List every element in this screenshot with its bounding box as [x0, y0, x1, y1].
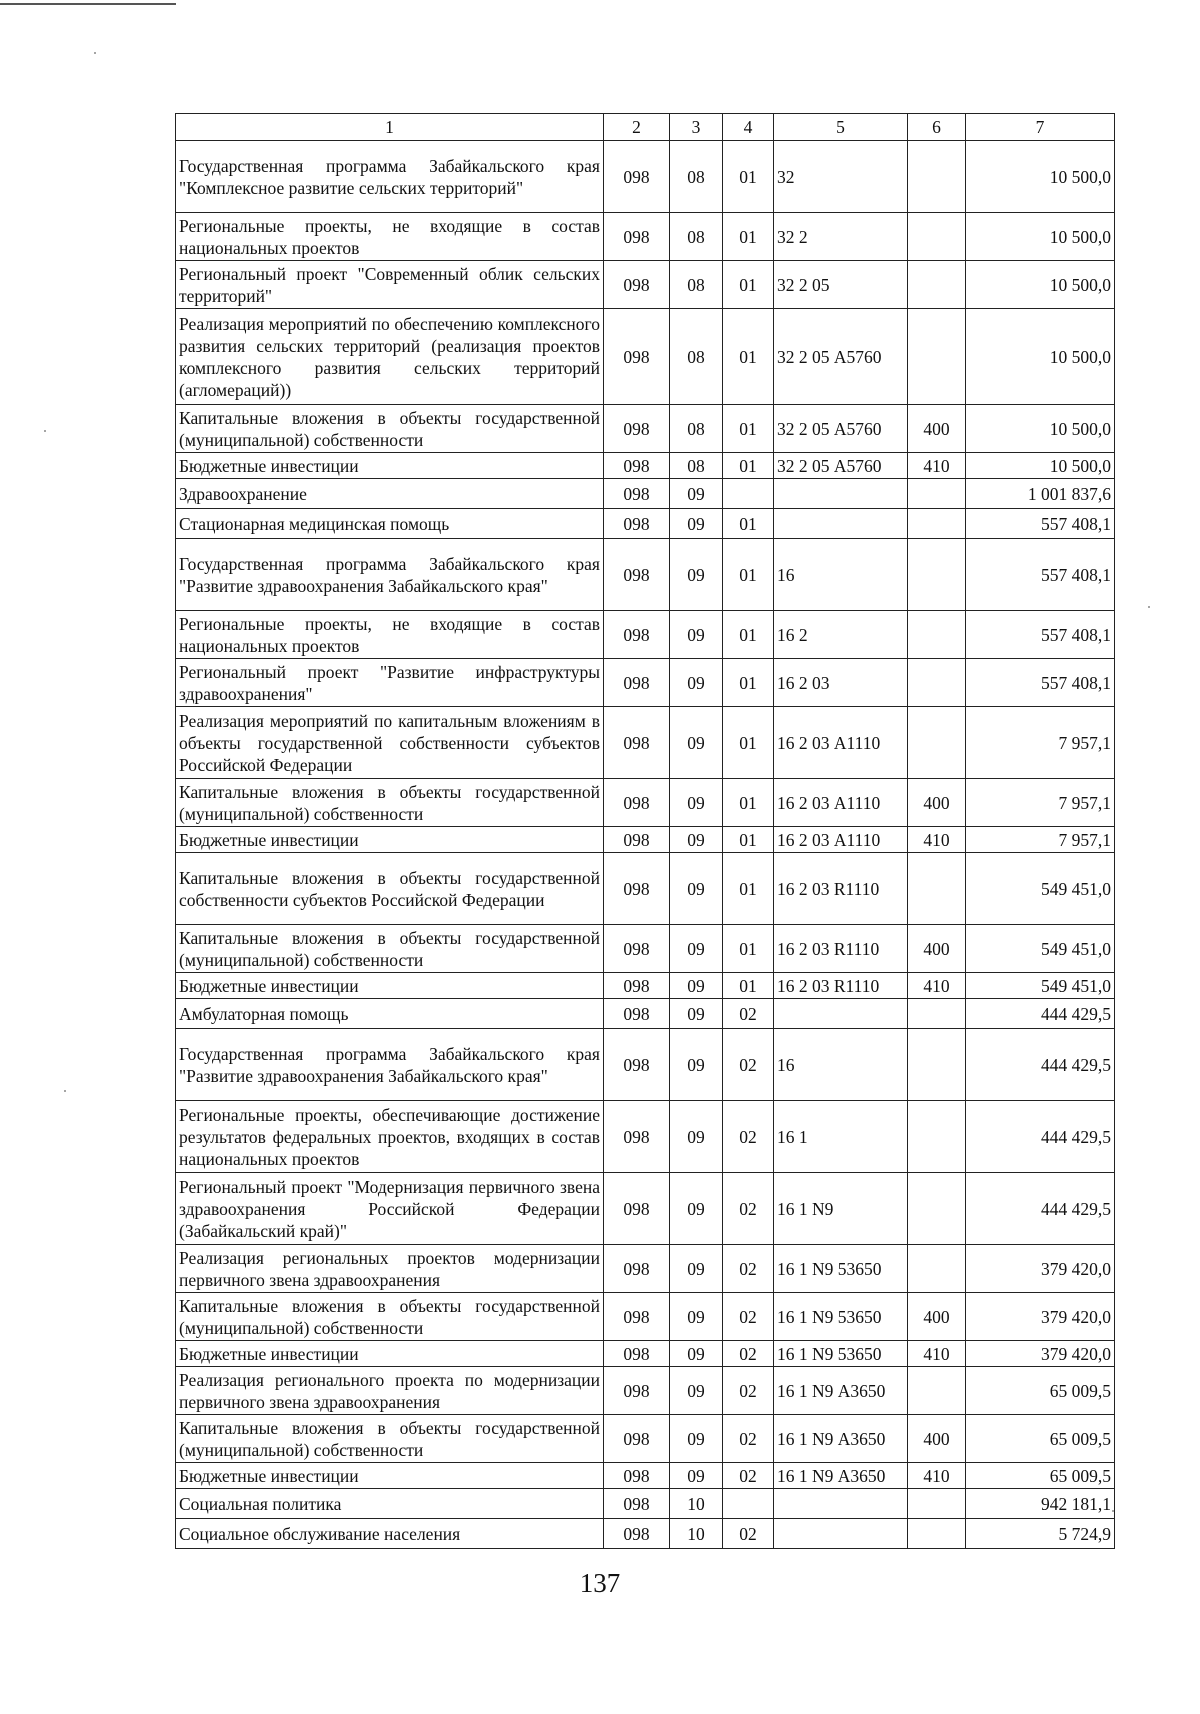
cell-code-5: 16 1 N9 А3650	[774, 1415, 908, 1463]
item-name: Социальное обслуживание населения	[176, 1519, 604, 1549]
item-name: Амбулаторная помощь	[176, 999, 604, 1029]
cell-code-5	[774, 479, 908, 509]
cell-code-5: 16 1 N9 53650	[774, 1341, 908, 1367]
cell-code-6	[908, 213, 966, 261]
cell-code-4: 02	[723, 1519, 774, 1549]
cell-code-4: 01	[723, 827, 774, 853]
cell-code-5: 16 2 03 А1110	[774, 827, 908, 853]
item-name: Региональные проекты, не входящие в состав национальных проектов	[176, 213, 604, 261]
cell-amount: 65 009,5	[966, 1463, 1115, 1489]
cell-code-3: 08	[670, 213, 723, 261]
item-name: Капитальные вложения в объекты государственной (муниципальной) собственности	[176, 779, 604, 827]
cell-code-6: 400	[908, 1415, 966, 1463]
cell-code-5: 16 2	[774, 611, 908, 659]
cell-code-2: 098	[604, 1245, 670, 1293]
cell-code-6: 400	[908, 779, 966, 827]
cell-code-4: 01	[723, 973, 774, 999]
cell-code-5: 32 2 05 А5760	[774, 309, 908, 405]
cell-code-6	[908, 261, 966, 309]
scan-speck	[44, 430, 46, 432]
cell-code-4: 02	[723, 1173, 774, 1245]
cell-code-4: 01	[723, 453, 774, 479]
cell-code-6	[908, 1245, 966, 1293]
cell-code-5: 16 1 N9 А3650	[774, 1367, 908, 1415]
cell-code-4: 02	[723, 1341, 774, 1367]
table-row	[176, 853, 1115, 925]
cell-code-6: 400	[908, 405, 966, 453]
cell-code-3: 09	[670, 509, 723, 539]
cell-amount: 444 429,5	[966, 1029, 1115, 1101]
cell-code-6: 400	[908, 925, 966, 973]
cell-code-4: 02	[723, 1101, 774, 1173]
table-row	[176, 1029, 1115, 1101]
cell-amount: 379 420,0	[966, 1293, 1115, 1341]
cell-code-5	[774, 509, 908, 539]
cell-code-3: 09	[670, 659, 723, 707]
cell-code-2: 098	[604, 827, 670, 853]
cell-code-6: 410	[908, 973, 966, 999]
scan-speck	[64, 1090, 66, 1092]
column-header: 5	[774, 114, 908, 141]
cell-code-2: 098	[604, 1101, 670, 1173]
cell-code-4: 01	[723, 659, 774, 707]
cell-code-4: 01	[723, 707, 774, 779]
cell-code-3: 09	[670, 611, 723, 659]
cell-code-6	[908, 1173, 966, 1245]
cell-amount: 7 957,1	[966, 779, 1115, 827]
cell-code-5	[774, 1519, 908, 1549]
item-name: Государственная программа Забайкальского края "Комплексное развитие сельских территорий"	[176, 141, 604, 213]
cell-code-2: 098	[604, 707, 670, 779]
cell-code-6	[908, 309, 966, 405]
table-row	[176, 707, 1115, 779]
cell-amount: 65 009,5	[966, 1415, 1115, 1463]
cell-code-5: 16 2 03 А1110	[774, 707, 908, 779]
cell-code-2: 098	[604, 659, 670, 707]
cell-code-6	[908, 999, 966, 1029]
scan-speck	[1148, 606, 1150, 608]
cell-code-3: 09	[670, 1367, 723, 1415]
item-name: Бюджетные инвестиции	[176, 1463, 604, 1489]
cell-code-2: 098	[604, 261, 670, 309]
cell-code-2: 098	[604, 539, 670, 611]
item-name: Капитальные вложения в объекты государственной (муниципальной) собственности	[176, 1415, 604, 1463]
table-row	[176, 309, 1115, 405]
cell-code-2: 098	[604, 405, 670, 453]
table-row	[176, 1415, 1115, 1463]
cell-code-6	[908, 1519, 966, 1549]
cell-code-3: 08	[670, 261, 723, 309]
table-body	[176, 141, 1115, 1549]
cell-code-4: 02	[723, 1029, 774, 1101]
cell-amount: 1 001 837,6	[966, 479, 1115, 509]
cell-code-5: 16 2 03 R1110	[774, 973, 908, 999]
item-name: Капитальные вложения в объекты государственной (муниципальной) собственности	[176, 405, 604, 453]
cell-code-2: 098	[604, 453, 670, 479]
column-header: 7	[966, 114, 1115, 141]
item-name: Социальная политика	[176, 1489, 604, 1519]
item-name: Государственная программа Забайкальского края "Развитие здравоохранения Забайкальского края"	[176, 539, 604, 611]
budget-table	[175, 113, 1115, 1549]
column-header: 3	[670, 114, 723, 141]
item-name: Капитальные вложения в объекты государственной (муниципальной) собственности	[176, 1293, 604, 1341]
cell-code-2: 098	[604, 779, 670, 827]
cell-code-3: 09	[670, 925, 723, 973]
cell-code-2: 098	[604, 1029, 670, 1101]
cell-code-4: 01	[723, 405, 774, 453]
cell-code-2: 098	[604, 1489, 670, 1519]
cell-code-4: 01	[723, 213, 774, 261]
item-name: Реализация регионального проекта по модернизации первичного звена здравоохранения	[176, 1367, 604, 1415]
cell-code-6	[908, 1367, 966, 1415]
cell-code-5: 16 1 N9 53650	[774, 1245, 908, 1293]
item-name: Бюджетные инвестиции	[176, 453, 604, 479]
cell-code-5: 16 2 03 R1110	[774, 853, 908, 925]
cell-code-2: 098	[604, 1341, 670, 1367]
cell-code-4	[723, 1489, 774, 1519]
cell-code-6	[908, 1489, 966, 1519]
cell-code-5: 16 1	[774, 1101, 908, 1173]
table-row	[176, 1245, 1115, 1293]
cell-code-3: 09	[670, 1245, 723, 1293]
table-row	[176, 213, 1115, 261]
cell-code-5: 16 1 N9 А3650	[774, 1463, 908, 1489]
cell-code-3: 10	[670, 1519, 723, 1549]
cell-code-2: 098	[604, 509, 670, 539]
cell-code-6	[908, 539, 966, 611]
cell-code-2: 098	[604, 1173, 670, 1245]
cell-amount: 549 451,0	[966, 853, 1115, 925]
cell-code-6	[908, 853, 966, 925]
cell-amount: 379 420,0	[966, 1245, 1115, 1293]
cell-code-2: 098	[604, 141, 670, 213]
cell-code-4: 01	[723, 261, 774, 309]
cell-code-4: 01	[723, 925, 774, 973]
cell-code-3: 09	[670, 1463, 723, 1489]
cell-code-4: 01	[723, 539, 774, 611]
cell-code-6	[908, 707, 966, 779]
cell-amount: 10 500,0	[966, 141, 1115, 213]
item-name: Реализация мероприятий по капитальным вложениям в объекты государственной собственности субъектов Российской Федерации	[176, 707, 604, 779]
cell-amount: 942 181,1	[966, 1489, 1115, 1519]
cell-code-2: 098	[604, 1519, 670, 1549]
cell-code-3: 09	[670, 1293, 723, 1341]
cell-amount: 444 429,5	[966, 999, 1115, 1029]
table-row	[176, 479, 1115, 509]
cell-code-3: 09	[670, 999, 723, 1029]
cell-code-6: 410	[908, 1341, 966, 1367]
cell-code-5: 32 2 05 А5760	[774, 453, 908, 479]
cell-code-5: 32 2 05 А5760	[774, 405, 908, 453]
cell-amount: 5 724,9	[966, 1519, 1115, 1549]
cell-code-5: 16	[774, 1029, 908, 1101]
cell-code-4: 01	[723, 309, 774, 405]
cell-code-2: 098	[604, 213, 670, 261]
cell-amount: 10 500,0	[966, 453, 1115, 479]
cell-code-4: 02	[723, 1367, 774, 1415]
cell-code-4: 02	[723, 1463, 774, 1489]
cell-code-2: 098	[604, 853, 670, 925]
cell-code-2: 098	[604, 925, 670, 973]
item-name: Здравоохранение	[176, 479, 604, 509]
cell-amount: 444 429,5	[966, 1173, 1115, 1245]
item-name: Реализация мероприятий по обеспечению комплексного развития сельских территорий (реализация проектов комплексного развития сельских территорий (агломераций))	[176, 309, 604, 405]
cell-amount: 379 420,0	[966, 1341, 1115, 1367]
cell-code-3: 10	[670, 1489, 723, 1519]
cell-code-3: 09	[670, 539, 723, 611]
cell-code-4: 02	[723, 1415, 774, 1463]
cell-code-2: 098	[604, 1463, 670, 1489]
table-row	[176, 509, 1115, 539]
cell-code-3: 09	[670, 973, 723, 999]
table-row	[176, 1463, 1115, 1489]
table-row	[176, 1341, 1115, 1367]
item-name: Бюджетные инвестиции	[176, 1341, 604, 1367]
cell-code-3: 09	[670, 1341, 723, 1367]
item-name: Стационарная медицинская помощь	[176, 509, 604, 539]
cell-code-6	[908, 509, 966, 539]
table-row	[176, 261, 1115, 309]
cell-code-5: 16 2 03 А1110	[774, 779, 908, 827]
cell-code-3: 09	[670, 779, 723, 827]
item-name: Бюджетные инвестиции	[176, 973, 604, 999]
cell-code-3: 08	[670, 309, 723, 405]
cell-code-6	[908, 611, 966, 659]
cell-code-3: 08	[670, 405, 723, 453]
table-row	[176, 405, 1115, 453]
cell-code-4: 02	[723, 999, 774, 1029]
cell-code-6: 400	[908, 1293, 966, 1341]
cell-code-4: 01	[723, 141, 774, 213]
cell-code-4: 01	[723, 779, 774, 827]
cell-amount: 557 408,1	[966, 659, 1115, 707]
cell-code-6: 410	[908, 453, 966, 479]
cell-code-5	[774, 1489, 908, 1519]
cell-code-6	[908, 1101, 966, 1173]
cell-amount: 10 500,0	[966, 405, 1115, 453]
cell-code-3: 09	[670, 1029, 723, 1101]
cell-code-5: 16	[774, 539, 908, 611]
table-row	[176, 1519, 1115, 1549]
cell-amount: 444 429,5	[966, 1101, 1115, 1173]
page-number: 137	[579, 1568, 621, 1598]
cell-code-5: 16 1 N9	[774, 1173, 908, 1245]
cell-code-5: 16 2 03 R1110	[774, 925, 908, 973]
cell-code-2: 098	[604, 1415, 670, 1463]
cell-code-3: 08	[670, 141, 723, 213]
cell-code-3: 09	[670, 1415, 723, 1463]
cell-amount: 557 408,1	[966, 509, 1115, 539]
table-row	[176, 827, 1115, 853]
cell-code-4: 02	[723, 1245, 774, 1293]
item-name: Реализация региональных проектов модернизации первичного звена здравоохранения	[176, 1245, 604, 1293]
header-row	[176, 114, 1115, 141]
cell-amount: 7 957,1	[966, 827, 1115, 853]
cell-code-4: 01	[723, 611, 774, 659]
table-row	[176, 659, 1115, 707]
cell-code-2: 098	[604, 309, 670, 405]
item-name: Региональный проект "Модернизация первичного звена здравоохранения Российской Федерации (Забайкальский край)"	[176, 1173, 604, 1245]
column-header: 2	[604, 114, 670, 141]
scan-speck	[94, 52, 96, 54]
cell-code-5: 16 2 03	[774, 659, 908, 707]
table-row	[176, 1489, 1115, 1519]
cell-code-5: 32 2	[774, 213, 908, 261]
cell-code-5	[774, 999, 908, 1029]
cell-code-2: 098	[604, 999, 670, 1029]
column-header: 4	[723, 114, 774, 141]
table-row	[176, 1173, 1115, 1245]
table-row	[176, 1367, 1115, 1415]
cell-code-6	[908, 479, 966, 509]
cell-code-3: 09	[670, 707, 723, 779]
item-name: Капитальные вложения в объекты государственной собственности субъектов Российской Федерации	[176, 853, 604, 925]
table-row	[176, 453, 1115, 479]
column-header: 6	[908, 114, 966, 141]
table-row	[176, 141, 1115, 213]
table-row	[176, 973, 1115, 999]
cell-code-3: 08	[670, 453, 723, 479]
cell-code-6: 410	[908, 1463, 966, 1489]
cell-code-3: 09	[670, 853, 723, 925]
cell-code-4	[723, 479, 774, 509]
cell-code-6	[908, 141, 966, 213]
item-name: Бюджетные инвестиции	[176, 827, 604, 853]
cell-amount: 7 957,1	[966, 707, 1115, 779]
table-row	[176, 611, 1115, 659]
cell-amount: 557 408,1	[966, 611, 1115, 659]
cell-code-4: 01	[723, 509, 774, 539]
cell-code-6	[908, 659, 966, 707]
cell-code-6: 410	[908, 827, 966, 853]
item-name: Региональные проекты, не входящие в состав национальных проектов	[176, 611, 604, 659]
cell-code-5: 32	[774, 141, 908, 213]
table-row	[176, 999, 1115, 1029]
cell-amount: 65 009,5	[966, 1367, 1115, 1415]
cell-code-6	[908, 1029, 966, 1101]
cell-amount: 10 500,0	[966, 309, 1115, 405]
cell-code-2: 098	[604, 973, 670, 999]
cell-amount: 10 500,0	[966, 213, 1115, 261]
table-row	[176, 779, 1115, 827]
cell-code-2: 098	[604, 1367, 670, 1415]
item-name: Государственная программа Забайкальского края "Развитие здравоохранения Забайкальского края"	[176, 1029, 604, 1101]
item-name: Капитальные вложения в объекты государственной (муниципальной) собственности	[176, 925, 604, 973]
cell-code-2: 098	[604, 479, 670, 509]
cell-amount: 10 500,0	[966, 261, 1115, 309]
cell-code-5: 32 2 05	[774, 261, 908, 309]
cell-code-3: 09	[670, 479, 723, 509]
cell-code-3: 09	[670, 1173, 723, 1245]
item-name: Региональный проект "Современный облик сельских территорий"	[176, 261, 604, 309]
item-name: Региональный проект "Развитие инфраструктуры здравоохранения"	[176, 659, 604, 707]
cell-code-3: 09	[670, 1101, 723, 1173]
table-row	[176, 1293, 1115, 1341]
table-row	[176, 1101, 1115, 1173]
cell-code-2: 098	[604, 1293, 670, 1341]
item-name: Региональные проекты, обеспечивающие достижение результатов федеральных проектов, входящих в состав национальных проектов	[176, 1101, 604, 1173]
table-row	[176, 539, 1115, 611]
cell-amount: 549 451,0	[966, 973, 1115, 999]
cell-code-4: 02	[723, 1293, 774, 1341]
column-header: 1	[176, 114, 604, 141]
table-row	[176, 925, 1115, 973]
scan-top-rule	[0, 3, 176, 5]
cell-amount: 557 408,1	[966, 539, 1115, 611]
cell-code-2: 098	[604, 611, 670, 659]
cell-amount: 549 451,0	[966, 925, 1115, 973]
cell-code-4: 01	[723, 853, 774, 925]
cell-code-5: 16 1 N9 53650	[774, 1293, 908, 1341]
cell-code-3: 09	[670, 827, 723, 853]
